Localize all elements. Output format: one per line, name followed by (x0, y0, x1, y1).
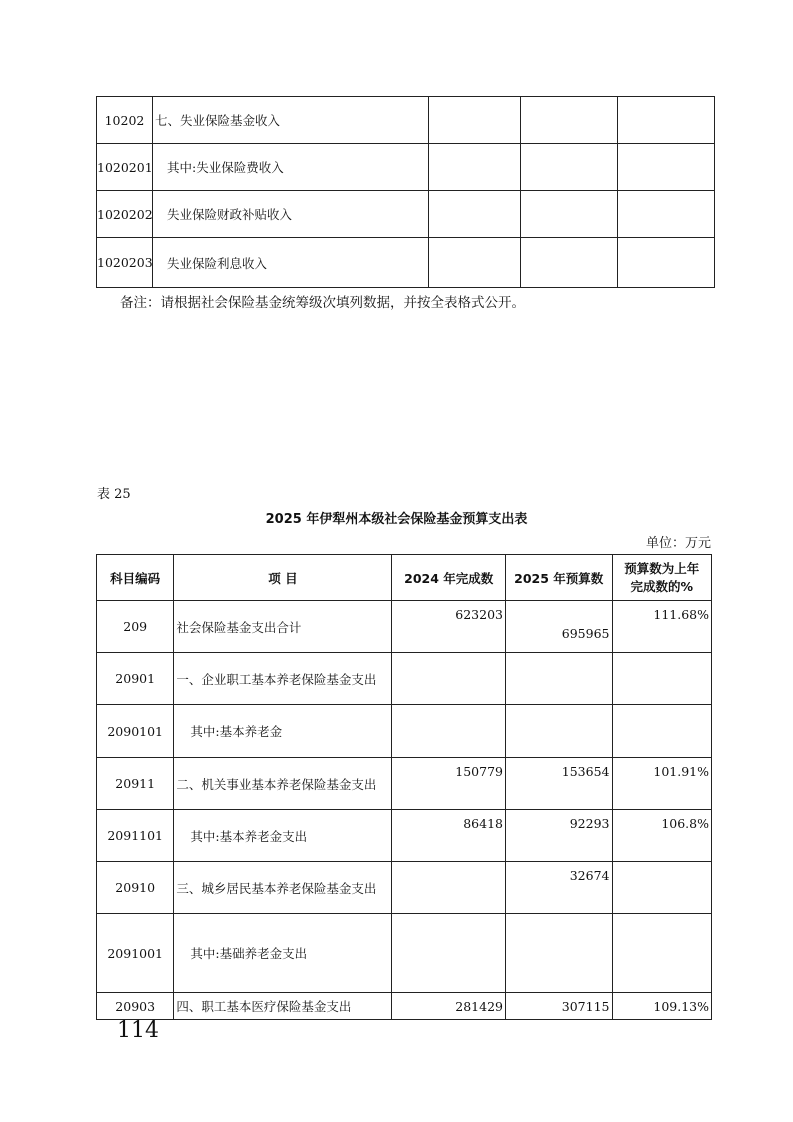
row-ratio (612, 862, 712, 914)
table-row (97, 191, 715, 238)
row-budget-2025: 307115 (505, 993, 612, 1020)
row-name: 四、职工基本医疗保险基金支出 (174, 993, 392, 1020)
empty-cell (429, 191, 521, 238)
row-done-2024 (392, 862, 506, 914)
row-ratio (612, 705, 712, 758)
row-name: 七、失业保险基金收入 (153, 97, 429, 144)
row-budget-2025 (505, 653, 612, 705)
row-done-2024: 281429 (392, 993, 506, 1020)
row-name: 社会保险基金支出合计 (174, 601, 392, 653)
row-code: 1020202 (97, 191, 153, 238)
row-code: 20910 (97, 862, 174, 914)
row-code: 1020203 (97, 238, 153, 288)
header-done-2024: 2024 年完成数 (392, 555, 506, 601)
row-code: 1020201 (97, 144, 153, 191)
header-code: 科目编码 (97, 555, 174, 601)
empty-cell (429, 238, 521, 288)
top-table (96, 96, 715, 288)
page-number: 114 (117, 1018, 159, 1043)
row-budget-2025 (505, 705, 612, 758)
row-code: 209 (97, 601, 174, 653)
row-done-2024: 150779 (392, 758, 506, 810)
row-code: 20903 (97, 993, 174, 1020)
table-row (97, 238, 715, 288)
row-budget-2025: 32674 (505, 862, 612, 914)
row-ratio (612, 653, 712, 705)
header-ratio (612, 555, 712, 601)
row-ratio: 106.8% (612, 810, 712, 862)
page-title: 2025 年伊犁州本级社会保险基金预算支出表 (265, 512, 528, 527)
empty-cell (618, 97, 715, 144)
footnote: 备注：请根据社会保险基金统筹级次填列数据，并按全表格式公开。 (120, 295, 525, 311)
table-label: 表 25 (97, 487, 131, 502)
row-name: 一、企业职工基本养老保险基金支出 (174, 653, 392, 705)
table-row (97, 144, 715, 191)
row-code: 10202 (97, 97, 153, 144)
row-done-2024: 86418 (392, 810, 506, 862)
table-row (97, 810, 712, 862)
row-name: 三、城乡居民基本养老保险基金支出 (174, 862, 392, 914)
row-ratio (612, 914, 712, 993)
empty-cell (429, 97, 521, 144)
header-item: 项 目 (174, 555, 392, 601)
row-name: 其中:基本养老金支出 (174, 810, 392, 862)
table-row (97, 705, 712, 758)
row-name: 失业保险财政补贴收入 (153, 191, 429, 238)
table-row (97, 97, 715, 144)
row-ratio: 101.91% (612, 758, 712, 810)
empty-cell (521, 97, 618, 144)
row-budget-2025: 92293 (505, 810, 612, 862)
row-name: 其中:基础养老金支出 (174, 914, 392, 993)
row-code: 20911 (97, 758, 174, 810)
row-code: 2090101 (97, 705, 174, 758)
table-row (97, 862, 712, 914)
row-code: 2091101 (97, 810, 174, 862)
table-row (97, 758, 712, 810)
header-ratio-line2: 完成数的% (630, 578, 694, 594)
row-done-2024: 623203 (392, 601, 506, 653)
row-ratio: 109.13% (612, 993, 712, 1020)
table-row (97, 914, 712, 993)
row-name: 二、机关事业基本养老保险基金支出 (174, 758, 392, 810)
row-done-2024 (392, 914, 506, 993)
header-ratio-line1: 预算数为上年 (624, 560, 700, 576)
row-code: 2091001 (97, 914, 174, 993)
empty-cell (521, 191, 618, 238)
row-budget-2025 (505, 914, 612, 993)
table-row (97, 993, 712, 1020)
row-code: 20901 (97, 653, 174, 705)
empty-cell (618, 238, 715, 288)
header-budget-2025: 2025 年预算数 (505, 555, 612, 601)
row-done-2024 (392, 705, 506, 758)
row-budget-2025: 695965 (505, 601, 612, 653)
unit-label: 单位：万元 (645, 536, 711, 551)
header-row (97, 555, 712, 601)
table-row (97, 653, 712, 705)
row-ratio: 111.68% (612, 601, 712, 653)
row-done-2024 (392, 653, 506, 705)
row-budget-2025: 153654 (505, 758, 612, 810)
empty-cell (618, 191, 715, 238)
row-name: 其中:基本养老金 (174, 705, 392, 758)
row-name: 失业保险利息收入 (153, 238, 429, 288)
empty-cell (429, 144, 521, 191)
empty-cell (521, 238, 618, 288)
table-row (97, 601, 712, 653)
empty-cell (618, 144, 715, 191)
empty-cell (521, 144, 618, 191)
main-table (96, 554, 712, 1020)
row-name: 其中:失业保险费收入 (153, 144, 429, 191)
